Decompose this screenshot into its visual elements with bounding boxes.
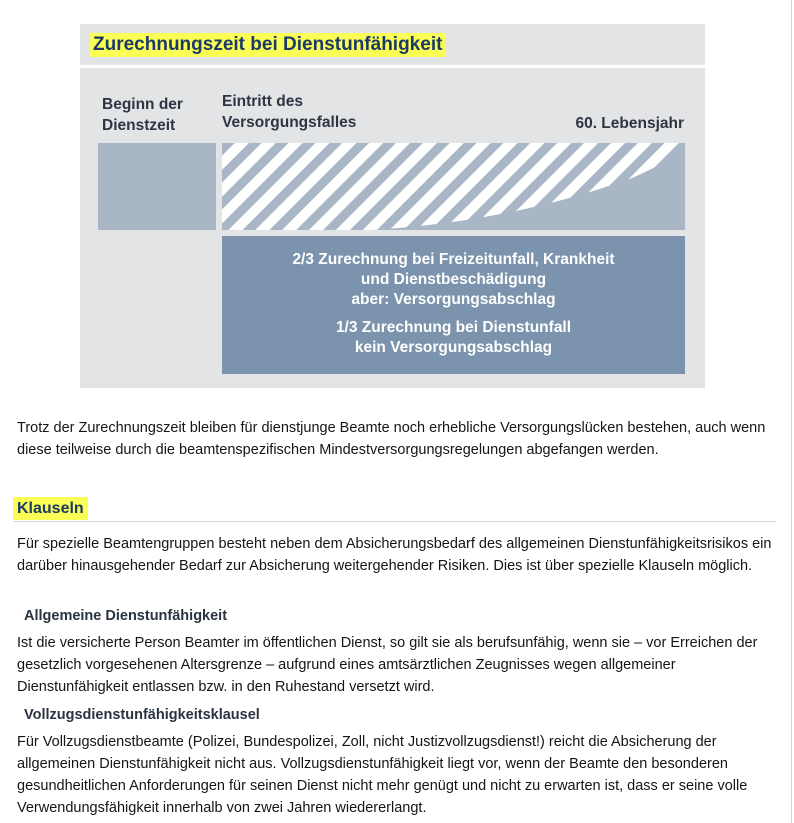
section-divider [13,521,776,522]
figure-divider [80,65,705,68]
zurechnung-two-thirds [222,250,685,310]
label-eintritt-line1: Eintritt des [222,93,303,110]
box-line-3: aber: Versorgungsabschlag [351,291,556,308]
section-heading-klauseln: Klauseln [13,497,88,520]
zurechnung-info-box [222,236,685,374]
label-begin-line2: Dienstzeit [102,117,176,134]
box-line-2: und Dienstbeschädigung [360,271,547,288]
zurechnungszeit-figure [80,24,705,388]
subheading-allgemeine-dienstunfaehigkeit: Allgemeine Dienstunfähigkeit [24,608,228,624]
label-eintritt-versorgungsfall [222,91,356,133]
label-begin-dienstzeit [102,94,183,136]
bar-end-edge [683,143,685,230]
label-begin-line1: Beginn der [102,96,183,113]
page-frame-border [791,0,792,823]
box-line-5: kein Versorgungsabschlag [354,339,553,356]
zurechnung-one-third [222,318,685,358]
subheading-vollzugsdienstunfaehigkeit: Vollzugsdienstunfähigkeitsklausel [24,707,260,723]
box-line-4: 1/3 Zurechnung bei Dienstunfall [335,319,572,336]
label-eintritt-line2: Versorgungsfalles [222,114,357,131]
label-60-lebensjahr: 60. Lebensjahr [575,115,684,132]
dienstzeit-bar [98,143,216,230]
vollzugsdienstunfaehigkeit-paragraph: Für Vollzugsdienstbeamte (Polizei, Bundespolizei, Zoll, nicht Justizvollzugsdienst!) reicht die Absicherung der allgemeinen Dienstunfähigkeit nicht aus. Vollzugsdienstunfähigkeit liegt vor, wenn der Beamte den besonderen gesundheitlichen Anforderungen für seinen Dienst nicht mehr genügt und nicht zu erwarten ist, dass er seine volle Verwendungsfähigkeit innerhalb von zwei Jahren wiedererlangt. [17,734,748,816]
intro-paragraph: Trotz der Zurechnungszeit bleiben für dienstjunge Beamte noch erhebliche Versorgungslücken bestehen, auch wenn diese teilweise durch die beamtenspezifischen Mindestversorgungsregelungen abgefangen werden. [17,420,766,458]
figure-title: Zurechnungszeit bei Dienstunfähigkeit [90,33,445,57]
zurechnungszeit-hatched-bar [222,143,685,230]
klauseln-intro-paragraph: Für spezielle Beamtengruppen besteht neben dem Absicherungsbedarf des allgemeinen Dienstunfähigkeitsrisikos ein darüber hinausgehender Bedarf zur Absicherung weitergehender Risiken. Dies ist über spezielle Klauseln möglich. [17,536,772,574]
allgemeine-dienstunfaehigkeit-paragraph: Ist die versicherte Person Beamter im öffentlichen Dienst, so gilt sie als berufsunfähig, wenn sie – vor Erreichen der gesetzlich vorgesehenen Altersgrenze – aufgrund eines amtsärztlichen Zeugnisses wegen allgemeiner Dienstunfähigkeit entlassen bzw. in den Ruhestand versetzt wird. [17,635,758,695]
figure-title-bar [80,24,705,65]
box-line-1: 2/3 Zurechnung bei Freizeitunfall, Krankheit [292,251,615,268]
